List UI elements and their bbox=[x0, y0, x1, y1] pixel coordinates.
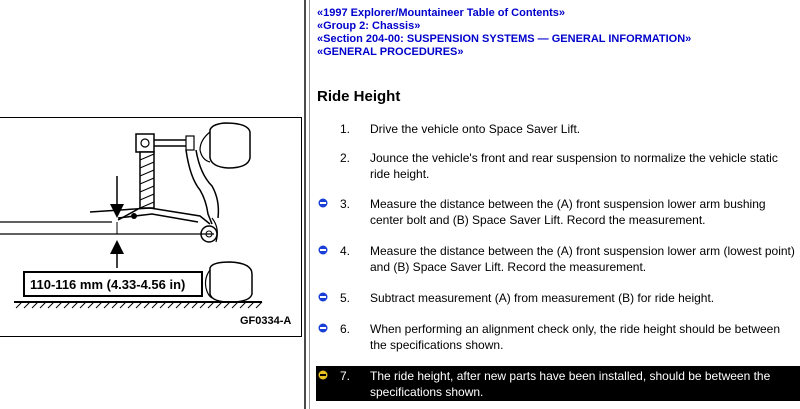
step-4 bbox=[316, 243, 800, 275]
step-number: 6. bbox=[340, 322, 351, 336]
step-number: 2. bbox=[340, 151, 351, 165]
figure-code: GF0334-A bbox=[240, 315, 292, 327]
measurement-label: 110-116 mm (4.33-4.56 in) bbox=[30, 277, 186, 292]
marker-icon[interactable] bbox=[318, 198, 328, 208]
step-number: 7. bbox=[340, 369, 351, 383]
step-3 bbox=[316, 196, 800, 228]
ride-height-figure bbox=[0, 117, 302, 337]
suspension-diagram bbox=[0, 118, 302, 338]
step-text: Jounce the vehicle's front and rear suspension to normalize the vehicle static ride height. bbox=[370, 151, 778, 181]
step-text: Measure the distance between the (A) front suspension lower arm (lowest point) and (B) Space Saver Lift. Record the measurement. bbox=[370, 244, 795, 274]
marker-icon[interactable] bbox=[318, 323, 328, 333]
marker-icon[interactable] bbox=[318, 292, 328, 302]
step-6 bbox=[316, 321, 800, 353]
breadcrumb-link-group[interactable]: «Group 2: Chassis» bbox=[317, 20, 421, 32]
marker-icon[interactable] bbox=[318, 245, 328, 255]
step-7-selected[interactable] bbox=[316, 366, 800, 401]
pane-splitter[interactable] bbox=[304, 0, 306, 409]
breadcrumb bbox=[317, 7, 691, 59]
step-text: The ride height, after new parts have been installed, should be between the specifications shown. bbox=[370, 369, 771, 399]
step-number: 5. bbox=[340, 291, 351, 305]
marker-icon[interactable] bbox=[318, 370, 328, 380]
step-text: Measure the distance between the (A) front suspension lower arm bushing center bolt and (B) Space Saver Lift. Record the measurement. bbox=[370, 197, 766, 227]
pane-splitter-edge bbox=[309, 0, 310, 409]
figure-pane bbox=[0, 0, 304, 409]
step-5 bbox=[316, 290, 800, 306]
breadcrumb-link-section[interactable]: «Section 204-00: SUSPENSION SYSTEMS — GENERAL INFORMATION» bbox=[317, 33, 692, 45]
upper-tire-drawing bbox=[200, 123, 250, 168]
step-text: Subtract measurement (A) from measurement (B) for ride height. bbox=[370, 291, 715, 305]
breadcrumb-link-toc[interactable]: «1997 Explorer/Mountaineer Table of Contents» bbox=[317, 7, 565, 19]
breadcrumb-link-procedures[interactable]: «GENERAL PROCEDURES» bbox=[317, 46, 464, 58]
step-number: 4. bbox=[340, 244, 351, 258]
step-text: Drive the vehicle onto Space Saver Lift. bbox=[370, 122, 581, 136]
step-text: When performing an alignment check only, the ride height should be between the specifications shown. bbox=[370, 322, 781, 352]
step-number: 1. bbox=[340, 122, 351, 136]
step-2 bbox=[316, 150, 800, 182]
step-1 bbox=[316, 121, 800, 137]
page-title: Ride Height bbox=[317, 88, 401, 105]
step-number: 3. bbox=[340, 197, 351, 211]
